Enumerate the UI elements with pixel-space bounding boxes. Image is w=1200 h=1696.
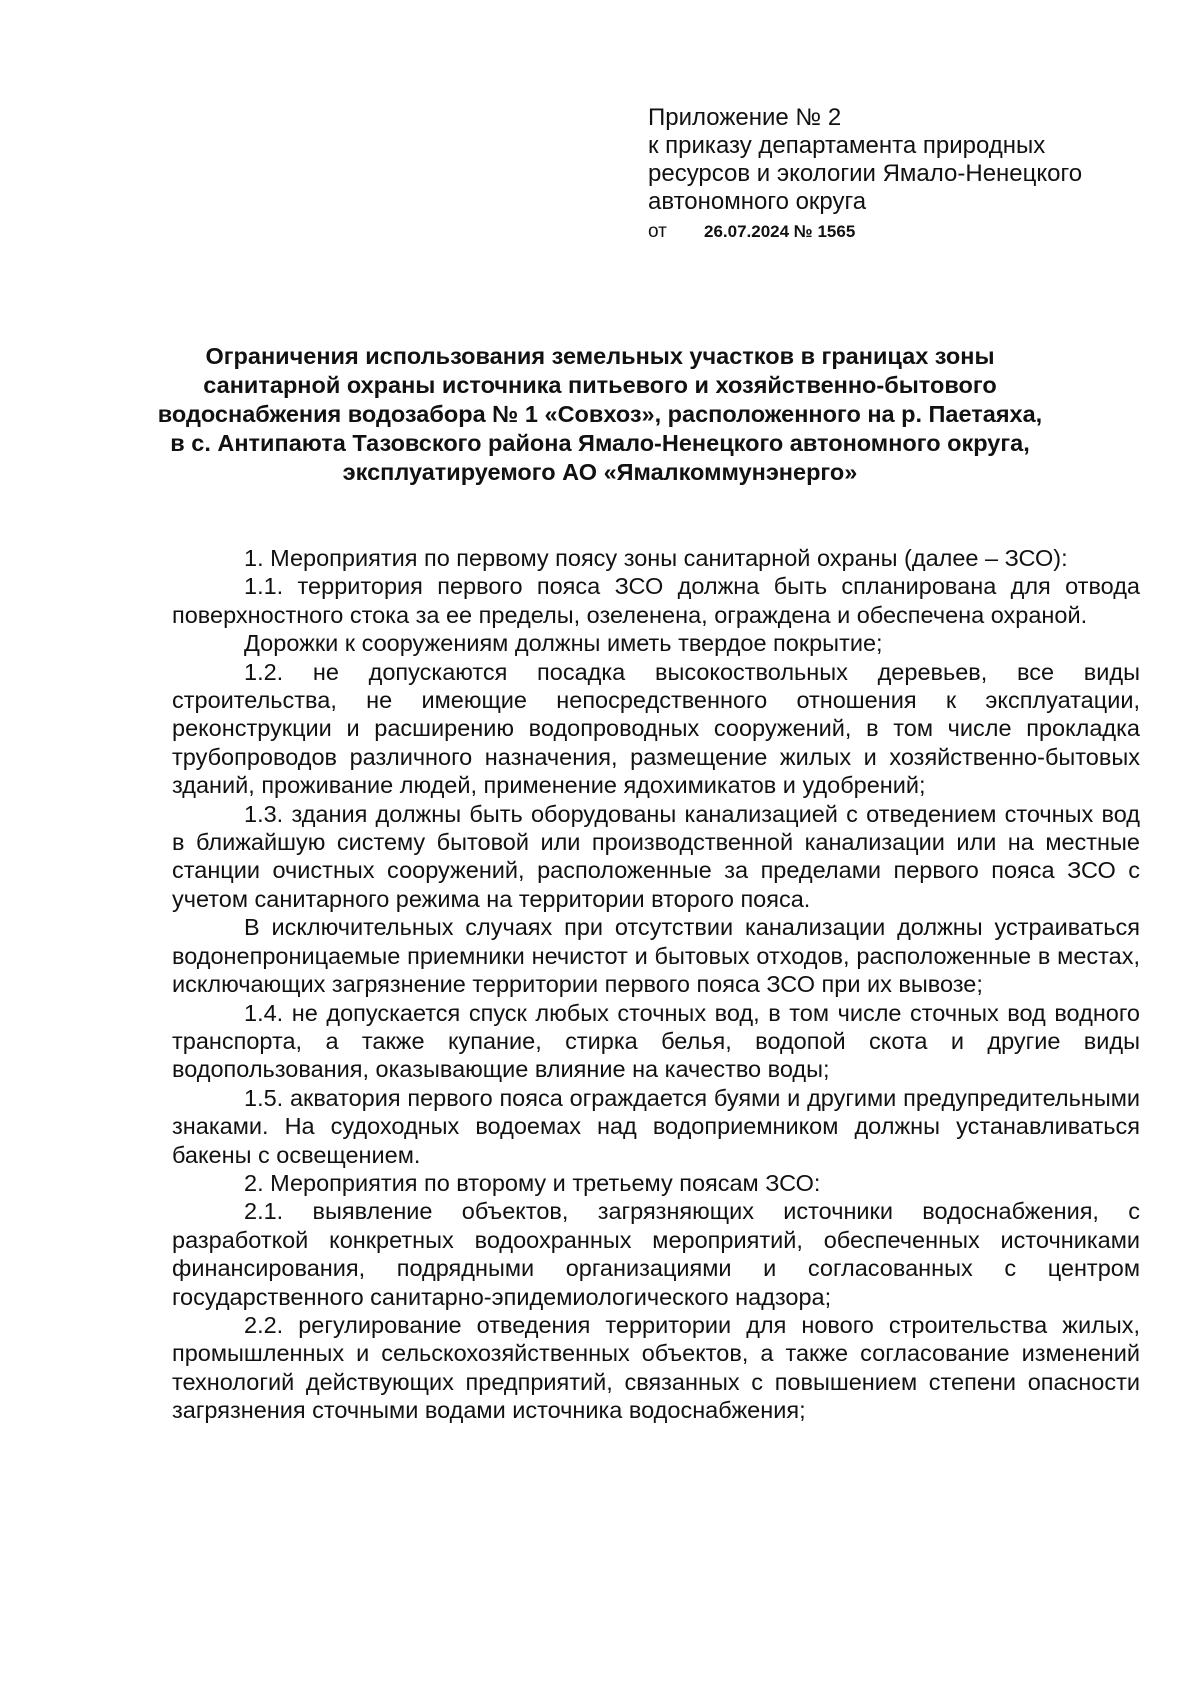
order-date-prefix: от <box>648 221 667 242</box>
appendix-number: Приложение № 2 <box>648 104 842 131</box>
paragraph: 2.2. регулирование отведения территории для нового строительства жилых, промышленных и сельскохозяйственных объектов, а также согласование изменений технологий действующих предприятий, связанных с повышением степени опасности загрязнения сточными водами источника водоснабжения; <box>172 1311 1140 1424</box>
paragraph: 1.4. не допускается спуск любых сточных вод, в том числе сточных вод водного транспорта, а также купание, стирка белья, водопой скота и другие виды водопользования, оказывающие влияние на качество воды; <box>172 999 1140 1083</box>
paragraph: Дорожки к сооружениям должны иметь твердое покрытие; <box>244 630 883 657</box>
document-body <box>172 544 1140 1425</box>
appendix-region: автономного округа <box>648 188 867 215</box>
appendix-header <box>648 104 1148 244</box>
document-title: Ограничения использования земельных участков в границах зоны санитарной охраны источника питьевого и хозяйственно-бытового водоснабжения водозабора № 1 «Совхоз», расположенного на р. Паетаяха, в с. Антипаюта Тазовского района Ямало-Ненецкого автономного округа, эксплуатируемого АО «Ямалкоммунэнерго» <box>157 343 1043 485</box>
paragraph: 1.2. не допускаются посадка высокоствольных деревьев, все виды строительства, не имеющие непосредственного отношения к эксплуатации, реконструкции и расширению водопроводных сооружений, в том числе прокладка трубопроводов различного назначения, размещение жилых и хозяйственно-бытовых зданий, проживание людей, применение ядохимикатов и удобрений; <box>172 658 1140 799</box>
appendix-department: ресурсов и экологии Ямало-Ненецкого <box>648 160 1083 187</box>
paragraph: 1.5. акватория первого пояса ограждается буями и другими предупредительными знаками. На судоходных водоемах над водоприемником должны устанавливаться бакены с освещением. <box>172 1084 1140 1168</box>
paragraph: 2.1. выявление объектов, загрязняющих источники водоснабжения, с разработкой конкретных водоохранных мероприятий, обеспеченных источниками финансирования, подрядными организациями и согласованных с центром государственного санитарно-эпидемиологического надзора; <box>172 1198 1140 1310</box>
paragraph: 1.1. территория первого пояса ЗСО должна быть спланирована для отвода поверхностного стока за ее пределы, озеленена, ограждена и обеспечена охраной. <box>172 573 1140 628</box>
paragraph: 1. Мероприятия по первому поясу зоны санитарной охраны (далее – ЗСО): <box>244 545 1068 571</box>
appendix-order-reference: к приказу департамента природных <box>648 132 1046 159</box>
order-date-number: 26.07.2024 № 1565 <box>704 222 856 241</box>
paragraph: 2. Мероприятия по второму и третьему поясам ЗСО: <box>244 1169 821 1196</box>
order-date-line <box>648 220 1148 244</box>
paragraph: В исключительных случаях при отсутствии канализации должны устраиваться водонепроницаемые приемники нечистот и бытовых отходов, расположенные в местах, исключающих загрязнение территории первого пояса ЗСО при их вывозе; <box>172 914 1140 998</box>
paragraph: 1.3. здания должны быть оборудованы канализацией с отведением сточных вод в ближайшую систему бытовой или производственной канализации или на местные станции очистных сооружений, расположенные за пределами первого пояса ЗСО с учетом санитарного режима на территории второго пояса. <box>172 800 1140 912</box>
